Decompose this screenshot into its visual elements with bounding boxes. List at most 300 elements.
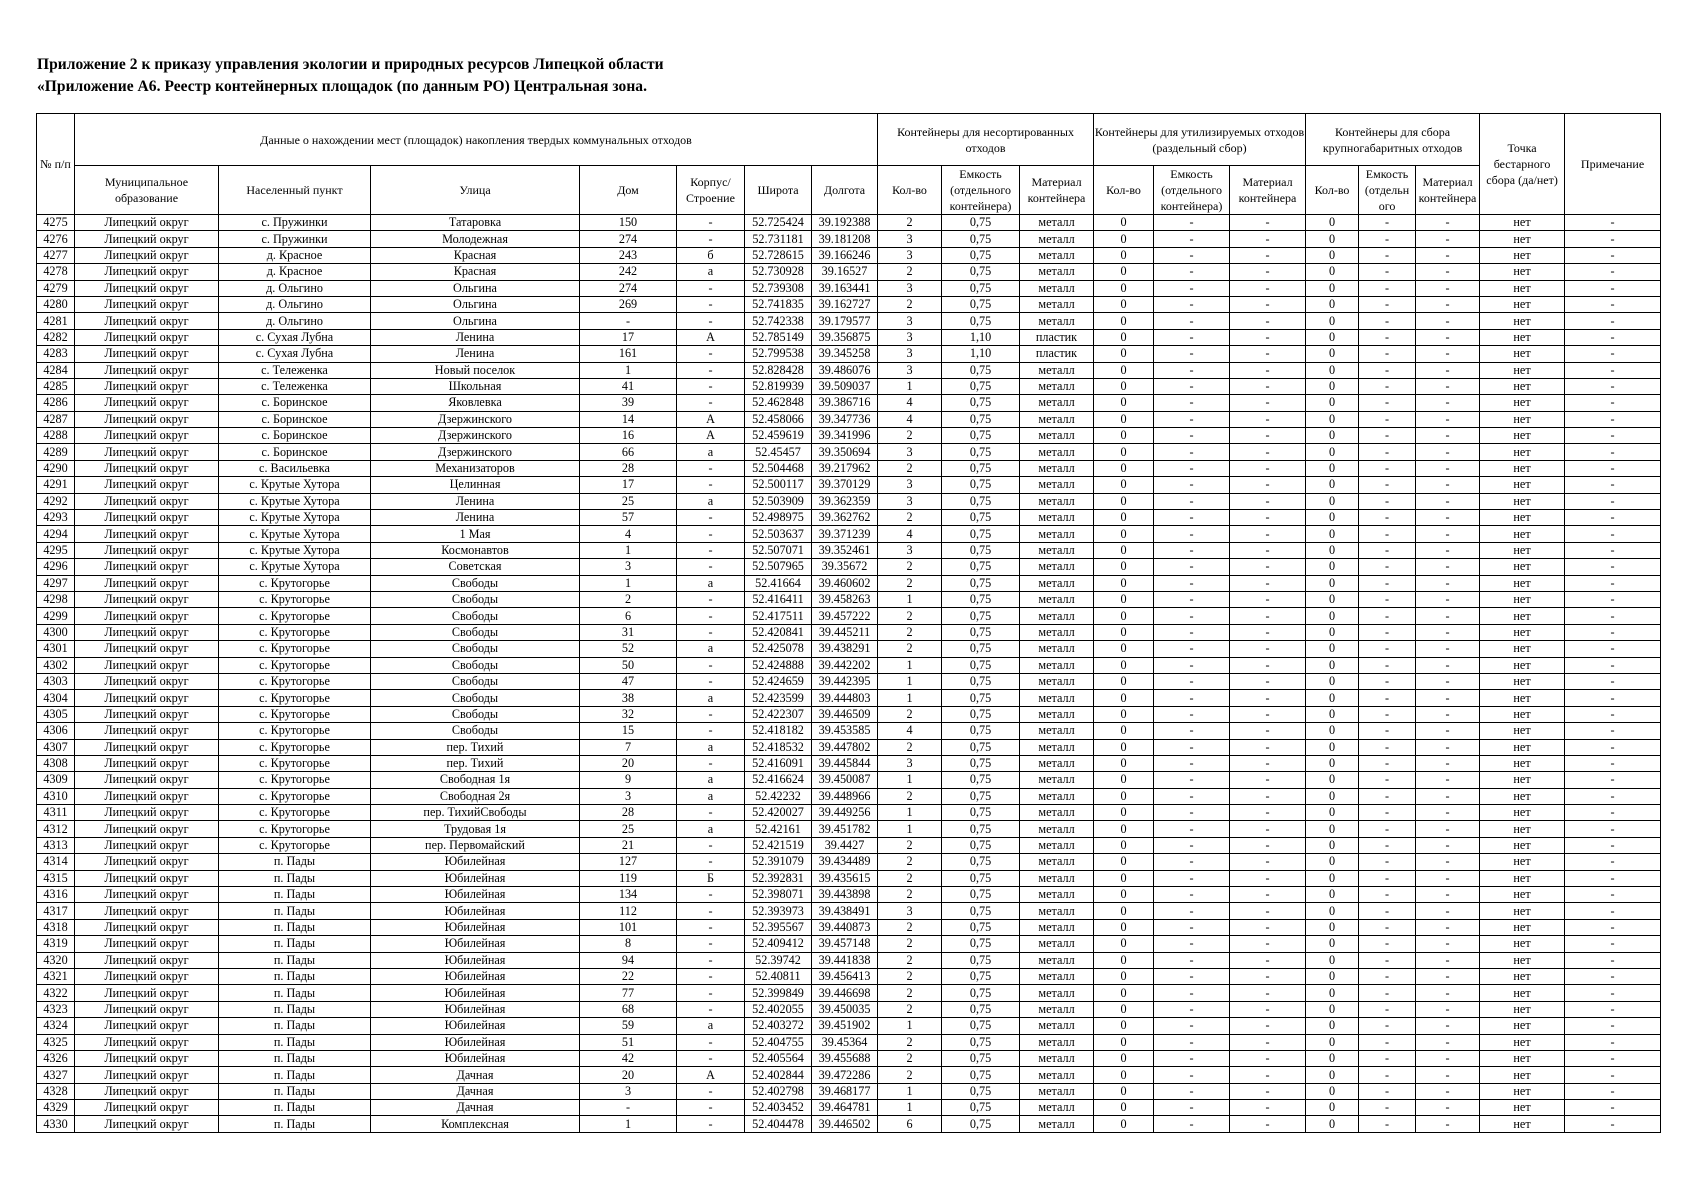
- row-number: 4319: [37, 936, 75, 952]
- municipality-cell: Липецкий округ: [75, 706, 219, 722]
- latitude-cell: 52.504468: [745, 460, 812, 476]
- note-cell: -: [1565, 657, 1661, 673]
- latitude-cell: 52.425078: [745, 641, 812, 657]
- bulky-qty-cell: 0: [1306, 854, 1359, 870]
- house-cell: 42: [580, 1050, 677, 1066]
- recyclable-capacity-cell: -: [1154, 362, 1230, 378]
- municipality-cell: Липецкий округ: [75, 1050, 219, 1066]
- building-cell: -: [677, 296, 745, 312]
- bagless-cell: нет: [1480, 559, 1565, 575]
- unsorted-capacity-cell: 0,75: [942, 215, 1020, 231]
- bulky-material-cell: -: [1416, 510, 1480, 526]
- recyclable-material-cell: -: [1230, 231, 1306, 247]
- bagless-cell: нет: [1480, 624, 1565, 640]
- bulky-qty-cell: 0: [1306, 837, 1359, 853]
- latitude-cell: 52.45457: [745, 444, 812, 460]
- bulky-material-cell: -: [1416, 296, 1480, 312]
- building-cell: -: [677, 526, 745, 542]
- unsorted-material-cell: металл: [1020, 919, 1094, 935]
- bagless-cell: нет: [1480, 591, 1565, 607]
- unsorted-material-cell: металл: [1020, 428, 1094, 444]
- unsorted-material-cell: металл: [1020, 362, 1094, 378]
- bagless-cell: нет: [1480, 477, 1565, 493]
- unsorted-qty-cell: 2: [878, 641, 942, 657]
- recyclable-capacity-cell: -: [1154, 788, 1230, 804]
- bulky-capacity-cell: -: [1359, 821, 1416, 837]
- bulky-qty-cell: 0: [1306, 624, 1359, 640]
- recyclable-qty-cell: 0: [1094, 460, 1154, 476]
- recyclable-qty-cell: 0: [1094, 362, 1154, 378]
- note-cell: -: [1565, 215, 1661, 231]
- bulky-material-cell: -: [1416, 280, 1480, 296]
- row-number: 4285: [37, 378, 75, 394]
- building-cell: а: [677, 264, 745, 280]
- municipality-cell: Липецкий округ: [75, 231, 219, 247]
- building-cell: -: [677, 706, 745, 722]
- bulky-capacity-cell: -: [1359, 887, 1416, 903]
- building-cell: -: [677, 673, 745, 689]
- recyclable-material-cell: -: [1230, 1100, 1306, 1116]
- bulky-material-cell: -: [1416, 805, 1480, 821]
- bagless-cell: нет: [1480, 608, 1565, 624]
- bulky-material-cell: -: [1416, 673, 1480, 689]
- recyclable-qty-cell: 0: [1094, 870, 1154, 886]
- municipality-cell: Липецкий округ: [75, 870, 219, 886]
- latitude-cell: 52.404755: [745, 1034, 812, 1050]
- bulky-capacity-cell: -: [1359, 673, 1416, 689]
- latitude-cell: 52.742338: [745, 313, 812, 329]
- building-cell: Б: [677, 870, 745, 886]
- street-cell: Комплексная: [371, 1116, 580, 1132]
- bulky-material-cell: -: [1416, 428, 1480, 444]
- bulky-capacity-cell: -: [1359, 854, 1416, 870]
- recyclable-qty-cell: 0: [1094, 296, 1154, 312]
- table-row: [37, 624, 1661, 640]
- bulky-material-cell: -: [1416, 903, 1480, 919]
- row-number: 4292: [37, 493, 75, 509]
- bulky-capacity-cell: -: [1359, 870, 1416, 886]
- row-number: 4306: [37, 723, 75, 739]
- table-row: [37, 493, 1661, 509]
- bulky-material-cell: -: [1416, 624, 1480, 640]
- longitude-cell: 39.347736: [812, 411, 878, 427]
- recyclable-capacity-cell: -: [1154, 247, 1230, 263]
- latitude-cell: 52.459619: [745, 428, 812, 444]
- unsorted-capacity-cell: 0,75: [942, 231, 1020, 247]
- municipality-cell: Липецкий округ: [75, 968, 219, 984]
- bagless-cell: нет: [1480, 985, 1565, 1001]
- note-cell: -: [1565, 1067, 1661, 1083]
- street-cell: Юбилейная: [371, 903, 580, 919]
- recyclable-material-cell: -: [1230, 739, 1306, 755]
- note-cell: -: [1565, 821, 1661, 837]
- unsorted-material-cell: металл: [1020, 657, 1094, 673]
- recyclable-capacity-cell: -: [1154, 542, 1230, 558]
- recyclable-qty-cell: 0: [1094, 821, 1154, 837]
- municipality-cell: Липецкий округ: [75, 1018, 219, 1034]
- col-header-recyclable-capacity: Емкость (отдельного контейнера): [1154, 166, 1230, 215]
- row-number: 4328: [37, 1083, 75, 1099]
- row-number: 4296: [37, 559, 75, 575]
- unsorted-material-cell: металл: [1020, 575, 1094, 591]
- municipality-cell: Липецкий округ: [75, 313, 219, 329]
- house-cell: 32: [580, 706, 677, 722]
- recyclable-material-cell: -: [1230, 1067, 1306, 1083]
- municipality-cell: Липецкий округ: [75, 559, 219, 575]
- unsorted-capacity-cell: 0,75: [942, 936, 1020, 952]
- row-number: 4311: [37, 805, 75, 821]
- bulky-capacity-cell: -: [1359, 624, 1416, 640]
- note-cell: -: [1565, 575, 1661, 591]
- bulky-qty-cell: 0: [1306, 411, 1359, 427]
- table-row: [37, 1116, 1661, 1132]
- group-header-bulky: Контейнеры для сбора крупногабаритных отходов: [1306, 114, 1480, 166]
- unsorted-capacity-cell: 0,75: [942, 887, 1020, 903]
- bulky-capacity-cell: -: [1359, 264, 1416, 280]
- col-header-latitude: Широта: [745, 166, 812, 215]
- street-cell: Новый поселок: [371, 362, 580, 378]
- row-number: 4286: [37, 395, 75, 411]
- recyclable-capacity-cell: -: [1154, 755, 1230, 771]
- recyclable-qty-cell: 0: [1094, 313, 1154, 329]
- municipality-cell: Липецкий округ: [75, 575, 219, 591]
- table-row: [37, 870, 1661, 886]
- recyclable-material-cell: -: [1230, 378, 1306, 394]
- recyclable-capacity-cell: -: [1154, 395, 1230, 411]
- unsorted-material-cell: металл: [1020, 837, 1094, 853]
- row-number: 4326: [37, 1050, 75, 1066]
- latitude-cell: 52.420841: [745, 624, 812, 640]
- bulky-capacity-cell: -: [1359, 788, 1416, 804]
- unsorted-capacity-cell: 0,75: [942, 624, 1020, 640]
- house-cell: 52: [580, 641, 677, 657]
- row-number: 4329: [37, 1100, 75, 1116]
- unsorted-capacity-cell: 0,75: [942, 280, 1020, 296]
- unsorted-material-cell: металл: [1020, 887, 1094, 903]
- settlement-cell: с. Крутогорье: [219, 657, 371, 673]
- bulky-qty-cell: 0: [1306, 444, 1359, 460]
- unsorted-qty-cell: 2: [878, 1001, 942, 1017]
- latitude-cell: 52.41664: [745, 575, 812, 591]
- house-cell: 77: [580, 985, 677, 1001]
- note-cell: -: [1565, 231, 1661, 247]
- recyclable-material-cell: -: [1230, 428, 1306, 444]
- latitude-cell: 52.42232: [745, 788, 812, 804]
- bulky-qty-cell: 0: [1306, 460, 1359, 476]
- latitude-cell: 52.507965: [745, 559, 812, 575]
- latitude-cell: 52.799538: [745, 346, 812, 362]
- note-cell: -: [1565, 264, 1661, 280]
- bulky-capacity-cell: -: [1359, 805, 1416, 821]
- municipality-cell: Липецкий округ: [75, 428, 219, 444]
- longitude-cell: 39.450035: [812, 1001, 878, 1017]
- settlement-cell: с. Крутогорье: [219, 723, 371, 739]
- house-cell: 274: [580, 280, 677, 296]
- recyclable-capacity-cell: -: [1154, 559, 1230, 575]
- street-cell: Юбилейная: [371, 1034, 580, 1050]
- longitude-cell: 39.345258: [812, 346, 878, 362]
- recyclable-qty-cell: 0: [1094, 428, 1154, 444]
- note-cell: -: [1565, 837, 1661, 853]
- table-row: [37, 378, 1661, 394]
- table-row: [37, 919, 1661, 935]
- col-header-note: Примечание: [1565, 114, 1661, 215]
- note-cell: -: [1565, 968, 1661, 984]
- unsorted-material-cell: металл: [1020, 854, 1094, 870]
- recyclable-capacity-cell: -: [1154, 313, 1230, 329]
- bulky-material-cell: -: [1416, 313, 1480, 329]
- unsorted-material-cell: металл: [1020, 460, 1094, 476]
- recyclable-capacity-cell: -: [1154, 641, 1230, 657]
- unsorted-material-cell: металл: [1020, 903, 1094, 919]
- longitude-cell: 39.370129: [812, 477, 878, 493]
- unsorted-capacity-cell: 0,75: [942, 444, 1020, 460]
- unsorted-qty-cell: 3: [878, 903, 942, 919]
- bagless-cell: нет: [1480, 264, 1565, 280]
- bulky-qty-cell: 0: [1306, 378, 1359, 394]
- recyclable-qty-cell: 0: [1094, 919, 1154, 935]
- bulky-qty-cell: 0: [1306, 559, 1359, 575]
- bagless-cell: нет: [1480, 968, 1565, 984]
- row-number: 4310: [37, 788, 75, 804]
- recyclable-capacity-cell: -: [1154, 526, 1230, 542]
- house-cell: 39: [580, 395, 677, 411]
- bulky-capacity-cell: -: [1359, 706, 1416, 722]
- recyclable-qty-cell: 0: [1094, 1100, 1154, 1116]
- table-row: [37, 395, 1661, 411]
- bulky-material-cell: -: [1416, 1116, 1480, 1132]
- unsorted-qty-cell: 3: [878, 493, 942, 509]
- unsorted-material-cell: металл: [1020, 411, 1094, 427]
- row-number: 4277: [37, 247, 75, 263]
- longitude-cell: 39.441838: [812, 952, 878, 968]
- house-cell: 94: [580, 952, 677, 968]
- building-cell: а: [677, 788, 745, 804]
- building-cell: -: [677, 215, 745, 231]
- unsorted-capacity-cell: 0,75: [942, 903, 1020, 919]
- recyclable-material-cell: -: [1230, 690, 1306, 706]
- table-row: [37, 887, 1661, 903]
- bulky-material-cell: -: [1416, 755, 1480, 771]
- bagless-cell: нет: [1480, 362, 1565, 378]
- bulky-qty-cell: 0: [1306, 542, 1359, 558]
- municipality-cell: Липецкий округ: [75, 936, 219, 952]
- settlement-cell: с. Боринское: [219, 411, 371, 427]
- unsorted-material-cell: металл: [1020, 1034, 1094, 1050]
- street-cell: пер. Тихий: [371, 739, 580, 755]
- unsorted-capacity-cell: 0,75: [942, 575, 1020, 591]
- recyclable-material-cell: -: [1230, 968, 1306, 984]
- unsorted-material-cell: металл: [1020, 280, 1094, 296]
- unsorted-capacity-cell: 0,75: [942, 657, 1020, 673]
- street-cell: Ольгина: [371, 296, 580, 312]
- settlement-cell: с. Крутогорье: [219, 788, 371, 804]
- unsorted-capacity-cell: 0,75: [942, 1083, 1020, 1099]
- municipality-cell: Липецкий округ: [75, 624, 219, 640]
- note-cell: -: [1565, 428, 1661, 444]
- bagless-cell: нет: [1480, 1116, 1565, 1132]
- note-cell: -: [1565, 673, 1661, 689]
- recyclable-material-cell: -: [1230, 821, 1306, 837]
- recyclable-qty-cell: 0: [1094, 739, 1154, 755]
- note-cell: -: [1565, 1100, 1661, 1116]
- latitude-cell: 52.418182: [745, 723, 812, 739]
- note-cell: -: [1565, 690, 1661, 706]
- row-number: 4322: [37, 985, 75, 1001]
- settlement-cell: с. Крутые Хутора: [219, 510, 371, 526]
- latitude-cell: 52.391079: [745, 854, 812, 870]
- latitude-cell: 52.405564: [745, 1050, 812, 1066]
- latitude-cell: 52.418532: [745, 739, 812, 755]
- latitude-cell: 52.424888: [745, 657, 812, 673]
- latitude-cell: 52.731181: [745, 231, 812, 247]
- bulky-material-cell: -: [1416, 444, 1480, 460]
- unsorted-qty-cell: 2: [878, 739, 942, 755]
- recyclable-qty-cell: 0: [1094, 591, 1154, 607]
- latitude-cell: 52.421519: [745, 837, 812, 853]
- unsorted-material-cell: металл: [1020, 296, 1094, 312]
- longitude-cell: 39.457222: [812, 608, 878, 624]
- bulky-qty-cell: 0: [1306, 280, 1359, 296]
- building-cell: а: [677, 739, 745, 755]
- unsorted-material-cell: металл: [1020, 608, 1094, 624]
- table-row: [37, 641, 1661, 657]
- table-row: [37, 608, 1661, 624]
- street-cell: Юбилейная: [371, 936, 580, 952]
- bulky-qty-cell: 0: [1306, 510, 1359, 526]
- building-cell: А: [677, 1067, 745, 1083]
- row-number: 4288: [37, 428, 75, 444]
- unsorted-material-cell: металл: [1020, 1018, 1094, 1034]
- col-header-building: Корпус/ Строение: [677, 166, 745, 215]
- row-number: 4313: [37, 837, 75, 853]
- table-row: [37, 1034, 1661, 1050]
- municipality-cell: Липецкий округ: [75, 985, 219, 1001]
- bulky-capacity-cell: -: [1359, 1116, 1416, 1132]
- bagless-cell: нет: [1480, 657, 1565, 673]
- latitude-cell: 52.409412: [745, 936, 812, 952]
- bagless-cell: нет: [1480, 936, 1565, 952]
- building-cell: -: [677, 805, 745, 821]
- latitude-cell: 52.730928: [745, 264, 812, 280]
- col-header-street: Улица: [371, 166, 580, 215]
- bulky-qty-cell: 0: [1306, 231, 1359, 247]
- unsorted-capacity-cell: 0,75: [942, 1001, 1020, 1017]
- recyclable-material-cell: -: [1230, 591, 1306, 607]
- recyclable-material-cell: -: [1230, 444, 1306, 460]
- bagless-cell: нет: [1480, 673, 1565, 689]
- recyclable-material-cell: -: [1230, 723, 1306, 739]
- note-cell: -: [1565, 788, 1661, 804]
- building-cell: -: [677, 968, 745, 984]
- street-cell: Свободы: [371, 690, 580, 706]
- row-number: 4290: [37, 460, 75, 476]
- settlement-cell: п. Пады: [219, 1018, 371, 1034]
- municipality-cell: Липецкий округ: [75, 1100, 219, 1116]
- table-row: [37, 247, 1661, 263]
- bulky-qty-cell: 0: [1306, 477, 1359, 493]
- latitude-cell: 52.785149: [745, 329, 812, 345]
- street-cell: Юбилейная: [371, 968, 580, 984]
- bulky-qty-cell: 0: [1306, 395, 1359, 411]
- note-cell: -: [1565, 362, 1661, 378]
- municipality-cell: Липецкий округ: [75, 215, 219, 231]
- recyclable-material-cell: -: [1230, 313, 1306, 329]
- settlement-cell: д. Ольгино: [219, 280, 371, 296]
- bagless-cell: нет: [1480, 837, 1565, 853]
- recyclable-capacity-cell: -: [1154, 870, 1230, 886]
- recyclable-qty-cell: 0: [1094, 493, 1154, 509]
- table-row: [37, 1050, 1661, 1066]
- bagless-cell: нет: [1480, 805, 1565, 821]
- unsorted-qty-cell: 3: [878, 362, 942, 378]
- latitude-cell: 52.500117: [745, 477, 812, 493]
- bulky-qty-cell: 0: [1306, 296, 1359, 312]
- settlement-cell: с. Крутогорье: [219, 772, 371, 788]
- bulky-material-cell: -: [1416, 887, 1480, 903]
- unsorted-qty-cell: 2: [878, 837, 942, 853]
- house-cell: 17: [580, 477, 677, 493]
- bulky-capacity-cell: -: [1359, 329, 1416, 345]
- recyclable-qty-cell: 0: [1094, 1018, 1154, 1034]
- recyclable-qty-cell: 0: [1094, 1083, 1154, 1099]
- recyclable-capacity-cell: -: [1154, 936, 1230, 952]
- recyclable-capacity-cell: -: [1154, 887, 1230, 903]
- recyclable-material-cell: -: [1230, 837, 1306, 853]
- table-row: [37, 1083, 1661, 1099]
- bulky-material-cell: -: [1416, 395, 1480, 411]
- building-cell: -: [677, 1100, 745, 1116]
- recyclable-capacity-cell: -: [1154, 1001, 1230, 1017]
- unsorted-qty-cell: 1: [878, 591, 942, 607]
- bulky-material-cell: -: [1416, 575, 1480, 591]
- recyclable-qty-cell: 0: [1094, 641, 1154, 657]
- unsorted-qty-cell: 6: [878, 1116, 942, 1132]
- recyclable-capacity-cell: -: [1154, 280, 1230, 296]
- building-cell: А: [677, 329, 745, 345]
- unsorted-material-cell: металл: [1020, 723, 1094, 739]
- municipality-cell: Липецкий округ: [75, 772, 219, 788]
- bulky-capacity-cell: -: [1359, 477, 1416, 493]
- recyclable-qty-cell: 0: [1094, 673, 1154, 689]
- row-number: 4317: [37, 903, 75, 919]
- note-cell: -: [1565, 903, 1661, 919]
- street-cell: пер. Тихий: [371, 755, 580, 771]
- table-row: [37, 952, 1661, 968]
- table-row: [37, 837, 1661, 853]
- unsorted-capacity-cell: 0,75: [942, 362, 1020, 378]
- building-cell: а: [677, 821, 745, 837]
- longitude-cell: 39.371239: [812, 526, 878, 542]
- unsorted-qty-cell: 4: [878, 723, 942, 739]
- recyclable-material-cell: -: [1230, 329, 1306, 345]
- bagless-cell: нет: [1480, 854, 1565, 870]
- unsorted-qty-cell: 1: [878, 805, 942, 821]
- latitude-cell: 52.728615: [745, 247, 812, 263]
- bagless-cell: нет: [1480, 444, 1565, 460]
- latitude-cell: 52.402055: [745, 1001, 812, 1017]
- recyclable-material-cell: -: [1230, 608, 1306, 624]
- settlement-cell: с. Крутогорье: [219, 706, 371, 722]
- latitude-cell: 52.393973: [745, 903, 812, 919]
- bulky-material-cell: -: [1416, 919, 1480, 935]
- latitude-cell: 52.725424: [745, 215, 812, 231]
- recyclable-capacity-cell: -: [1154, 428, 1230, 444]
- longitude-cell: 39.434489: [812, 854, 878, 870]
- table-row: [37, 805, 1661, 821]
- building-cell: -: [677, 903, 745, 919]
- bulky-material-cell: -: [1416, 837, 1480, 853]
